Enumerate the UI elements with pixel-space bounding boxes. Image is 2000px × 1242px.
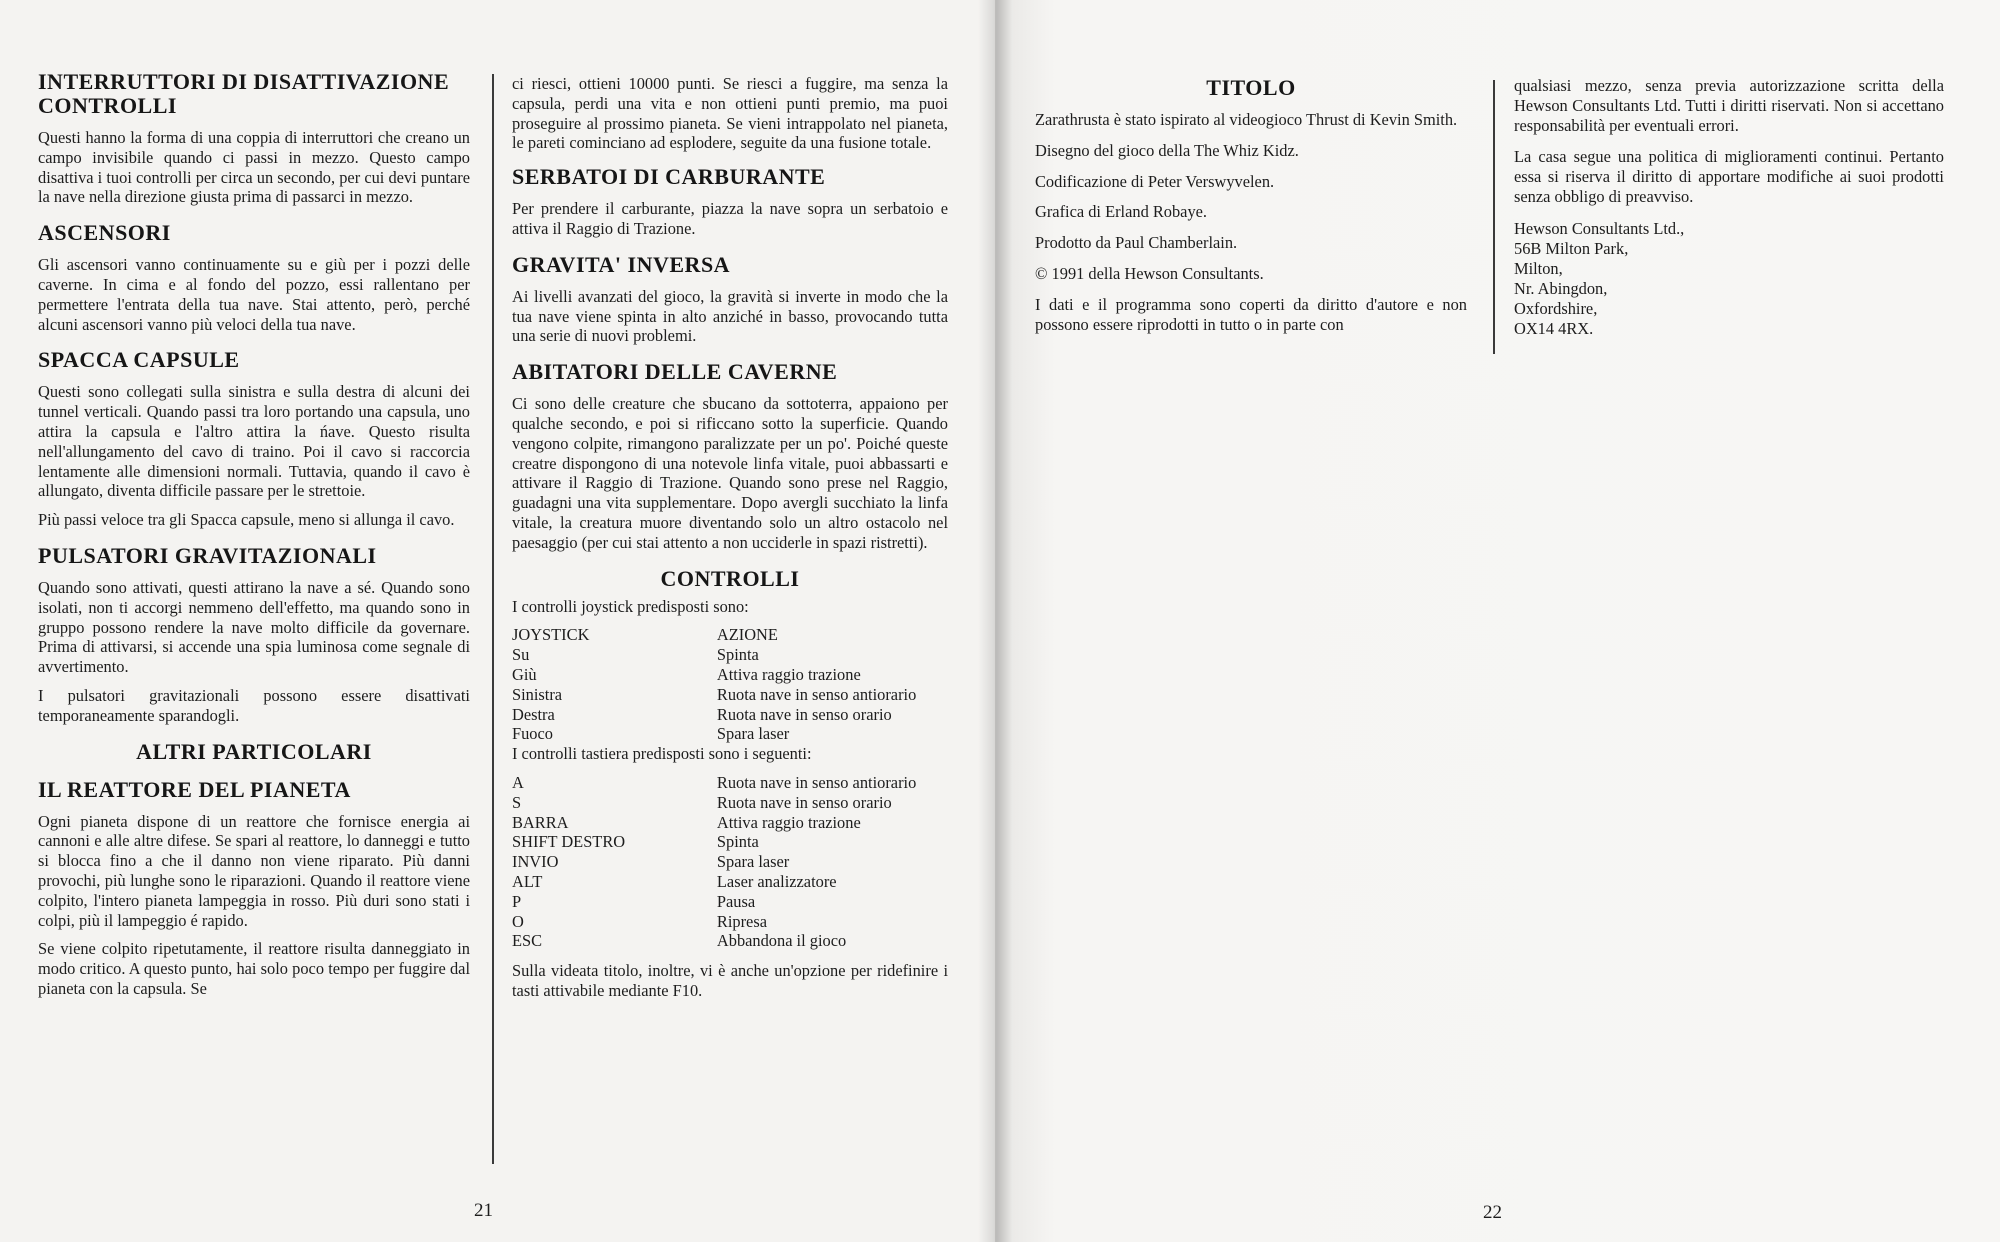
section bbox=[38, 348, 470, 530]
paragraph: Più passi veloce tra gli Spacca capsule, meno si allunga il cavo. bbox=[38, 510, 455, 530]
table-row bbox=[512, 793, 948, 813]
paragraph: I pulsatori gravitazionali possono essere disattivati temporaneamente sparandogli. bbox=[38, 685, 470, 725]
section-heading: TITOLO bbox=[1206, 75, 1296, 100]
control-action: Spinta bbox=[716, 832, 759, 852]
address-line: OX14 4RX. bbox=[1514, 318, 1594, 338]
right-page bbox=[995, 0, 2000, 1242]
control-key: A bbox=[512, 772, 524, 792]
paragraph: ci riesci, ottieni 10000 punti. Se riesci a fuggire, ma senza la capsula, perdi una vita e non ottieni punti premio, ma puoi proseguire al prossimo pianeta. Se vieni intrappolato nel pianeta, le pareti cominciano ad esplodere, seguite da una fusione totale. bbox=[512, 74, 948, 153]
section-heading: PULSATORI GRAVITAZIONALI bbox=[38, 542, 377, 568]
address-line: Oxfordshire, bbox=[1514, 298, 1598, 318]
paragraph: qualsiasi mezzo, senza previa autorizzazione scritta della Hewson Consultants Ltd. Tutti i diritti riservati. Non si accettano responsabilità per eventuali errori. bbox=[1514, 76, 1944, 135]
paragraph: Gli ascensori vanno continuamente su e giù per i pozzi delle caverne. In cima e al fondo del pozzo, essi rallentano per permettere l'entrata della tua nave. Stai attento, però, perché alcuni ascensori vanno più veloci della tua nave. bbox=[38, 255, 470, 334]
control-action: Pausa bbox=[716, 891, 756, 911]
paragraph: Ogni pianeta dispone di un reattore che fornisce energia ai cannoni e alle altre difese. Se spari al reattore, lo danneggi e tutto si blocca fino a che il danno non viene riparato. Più danni provochi, più lunghe sono le riparazioni. Quando il reattore viene colpito, l'intero pianeta lampeggia in rosso. Più duri sono stati i colpi, più il lampeggio é rapido. bbox=[38, 811, 470, 930]
control-action: Spinta bbox=[716, 645, 759, 665]
control-key: Fuoco bbox=[512, 724, 553, 744]
control-action: Attiva raggio trazione bbox=[716, 812, 861, 832]
section bbox=[512, 165, 948, 239]
control-key: ESC bbox=[512, 931, 543, 951]
table-row bbox=[512, 724, 948, 744]
paragraph: Ci sono delle creature che sbucano da sottoterra, appaiono per qualche secondo, e poi si rificcano sotto la superficie. Quando vengono colpite, rimangono paralizzate per un po'. Poiché queste creatre dispongono di una notevole linfa vitale, puoi abbassarti e attivare il Raggio di Trazione. Quando sono prese nel Raggio, guadagni una vita supplementare. Dopo avergli succhiato la linfa vitale, la creatura muore diventando solo un altro ostacolo nel paesaggio (per cui stai attento a non ucciderle in spazi ristretti). bbox=[512, 394, 948, 552]
control-key: O bbox=[512, 911, 524, 931]
left-column-2 bbox=[512, 74, 948, 1010]
column-divider bbox=[492, 74, 494, 1164]
control-key: Sinistra bbox=[512, 684, 563, 704]
control-key: S bbox=[512, 792, 522, 812]
control-action: Spara laser bbox=[716, 724, 790, 744]
left-page bbox=[0, 0, 995, 1242]
control-key: SHIFT DESTRO bbox=[512, 832, 626, 852]
control-action: Spara laser bbox=[716, 852, 790, 872]
table-row bbox=[512, 892, 948, 912]
paragraph: I controlli joystick predisposti sono: bbox=[512, 596, 749, 616]
table-row bbox=[512, 773, 948, 793]
paragraph: I controlli tastiera predisposti sono i seguenti: bbox=[512, 744, 812, 764]
address-line: 56B Milton Park, bbox=[1514, 238, 1629, 258]
control-action: Attiva raggio trazione bbox=[716, 664, 861, 684]
control-key: INVIO bbox=[512, 852, 559, 872]
address-line: Milton, bbox=[1514, 258, 1563, 278]
paragraph: Ai livelli avanzati del gioco, la gravità si inverte in modo che la tua nave viene spinta in alto anziché in basso, provocando tutta una serie di nuovi problemi. bbox=[512, 286, 948, 346]
control-action: Ruota nave in senso antiorario bbox=[716, 772, 917, 792]
control-action: Ruota nave in senso orario bbox=[716, 704, 892, 724]
table-row bbox=[512, 832, 948, 852]
section-heading: ABITATORI DELLE CAVERNE bbox=[512, 359, 838, 385]
credit-line: Disegno del gioco della The Whiz Kidz. bbox=[1035, 140, 1299, 160]
table-row bbox=[512, 665, 948, 685]
section-heading: SERBATOI DI CARBURANTE bbox=[512, 164, 826, 190]
table-row bbox=[512, 625, 948, 645]
credit-line: Codificazione di Peter Verswyvelen. bbox=[1035, 171, 1275, 191]
control-key: Destra bbox=[512, 704, 555, 724]
control-key: ALT bbox=[512, 871, 543, 891]
section bbox=[38, 70, 470, 207]
credit-line: Grafica di Erland Robaye. bbox=[1035, 202, 1208, 222]
control-key: Su bbox=[512, 645, 530, 665]
section bbox=[38, 221, 470, 334]
control-key: Giù bbox=[512, 664, 537, 684]
table-row bbox=[512, 813, 948, 833]
table-row bbox=[512, 931, 948, 951]
control-key: P bbox=[512, 891, 522, 911]
control-action: Ruota nave in senso orario bbox=[716, 792, 892, 812]
paragraph: Questi sono collegati sulla sinistra e sulla destra di alcuni dei tunnel verticali. Quando passi tra loro portando una capsula, uno attira la capsula e l'altro attira la ńave. Questo risulta nell'allungamento del cavo di traino. Poi il cavo si raccorcia lentamente alle dimensioni normali. Tuttavia, quando il cavo è allungato, diventa difficile passare per le strettoie. bbox=[38, 382, 470, 501]
page-number: 21 bbox=[474, 1200, 493, 1221]
address-line: Nr. Abingdon, bbox=[1514, 278, 1608, 298]
paragraph: Sulla videata titolo, inoltre, vi è anche un'opzione per ridefinire i tasti attivabile mediante F10. bbox=[512, 961, 948, 1000]
credit-line: I dati e il programma sono coperti da diritto d'autore e non possono essere riprodotti in tutto o in parte con bbox=[1035, 294, 1467, 334]
right-column-2 bbox=[1514, 76, 1944, 339]
section bbox=[38, 544, 470, 726]
table-row bbox=[512, 705, 948, 725]
left-column-1 bbox=[38, 70, 470, 1013]
control-key: JOYSTICK bbox=[512, 625, 590, 645]
address-line: Hewson Consultants Ltd., bbox=[1514, 218, 1685, 238]
controls-table bbox=[512, 773, 948, 951]
control-action: Abbandona il gioco bbox=[716, 931, 847, 951]
paragraph: Se viene colpito ripetutamente, il reattore risulta danneggiato in modo critico. A questo punto, hai solo poco tempo per fuggire dal pianeta con la capsula. Se bbox=[38, 939, 470, 998]
paragraph: La casa segue una politica di miglioramenti continui. Pertanto essa si riserva il diritto di apportare modifiche ai suoi prodotti senza obbligo di preavviso. bbox=[1514, 147, 1944, 206]
section bbox=[38, 778, 470, 999]
book-gutter bbox=[978, 0, 1012, 1242]
controls-table bbox=[512, 625, 948, 744]
control-key: BARRA bbox=[512, 812, 569, 832]
table-row bbox=[512, 912, 948, 932]
paragraph: Per prendere il carburante, piazza la nave sopra un serbatoio e attiva il Raggio di Trazione. bbox=[512, 199, 948, 238]
column-divider bbox=[1493, 80, 1495, 354]
control-action: Ruota nave in senso antiorario bbox=[716, 684, 917, 704]
control-action: AZIONE bbox=[716, 625, 778, 645]
control-action: Laser analizzatore bbox=[716, 871, 837, 891]
credit-line: Prodotto da Paul Chamberlain. bbox=[1035, 233, 1238, 253]
table-row bbox=[512, 685, 948, 705]
address-block bbox=[1514, 219, 1944, 339]
section-heading: ASCENSORI bbox=[38, 220, 171, 246]
paragraph: Quando sono attivati, questi attirano la nave a sé. Quando sono isolati, non ti accorgi nemmeno dell'effetto, ma quando sono in gruppo possono rendere la nave molto difficile da governare. Prima di attivarsi, si accende una spia luminosa come segnale di avvertimento. bbox=[38, 577, 470, 677]
section-heading: ALTRI PARTICOLARI bbox=[136, 738, 372, 764]
credit-line: Zarathrusta è stato ispirato al videogioco Thrust di Kevin Smith. bbox=[1035, 110, 1458, 129]
section-heading: INTERRUTTORI DI DISATTIVAZIONE CONTROLLI bbox=[38, 69, 450, 118]
section bbox=[512, 253, 948, 346]
section-heading: IL REATTORE DEL PIANETA bbox=[38, 776, 351, 802]
control-action: Ripresa bbox=[716, 911, 767, 931]
section-heading: GRAVITA' INVERSA bbox=[512, 251, 731, 277]
section bbox=[512, 360, 948, 552]
table-row bbox=[512, 872, 948, 892]
section-heading: CONTROLLI bbox=[660, 565, 800, 591]
page-number: 22 bbox=[1483, 1202, 1502, 1223]
table-row bbox=[512, 645, 948, 665]
paragraph: Questi hanno la forma di una coppia di interruttori che creano un campo invisibile quando ci passi in mezzo. Questo campo disattiva i tuoi controlli per circa un secondo, per cui devi puntare la nave nella direzione giusta prima di passarci in mezzo. bbox=[38, 128, 470, 207]
credit-line: © 1991 della Hewson Consultants. bbox=[1035, 263, 1264, 283]
table-row bbox=[512, 852, 948, 872]
section-heading: SPACCA CAPSULE bbox=[38, 347, 240, 373]
right-column-1 bbox=[1035, 76, 1467, 345]
